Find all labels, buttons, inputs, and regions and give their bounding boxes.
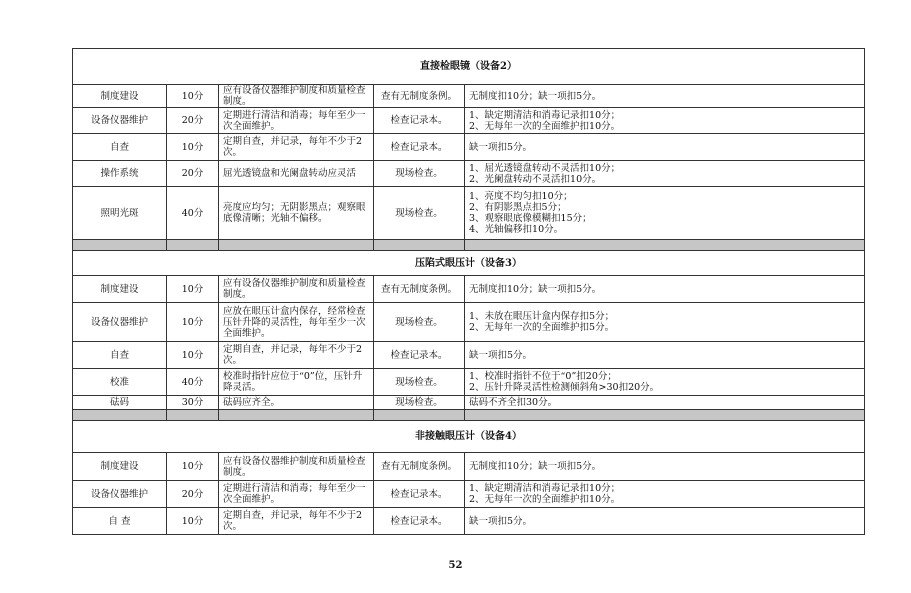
requirement-cell: 应有设备仪器维护制度和质量检查制度。	[219, 276, 374, 303]
deduction-line: 1、缺定期清洁和消毒记录扣10分；	[469, 109, 621, 121]
score-cell: 10分	[167, 85, 219, 108]
table-row	[73, 396, 865, 410]
score-cell: 10分	[167, 508, 219, 535]
deduction-line: 2、无每年一次的全面维护扣10分。	[469, 494, 621, 505]
requirement-cell: 定期进行清洁和消毒；每年至少一次全面维护。	[219, 108, 374, 134]
section-header	[73, 421, 865, 453]
deduction-line: 1、亮度不均匀扣10分；	[469, 191, 573, 202]
requirement-cell: 亮度应均匀；无阴影黑点；观察眼底像清晰；光轴不偏移。	[219, 187, 374, 240]
deduction-line: 1、屈光透镜盘转动不灵活扣10分；	[469, 162, 621, 174]
separator-row	[73, 410, 865, 421]
section-header	[73, 251, 865, 276]
deduction-line: 1、缺定期清洁和消毒记录扣10分；	[469, 483, 621, 494]
deduction-line: 砝码不齐全扣30分。	[469, 397, 558, 408]
method-cell: 现场检查。	[374, 161, 465, 187]
requirement-cell: 应放在眼压计盒内保存，经常检查压针升降的灵活性，每年至少一次全面维护。	[219, 303, 374, 342]
item-cell: 制度建设	[73, 453, 167, 481]
method-cell: 查有无制度条例。	[374, 85, 465, 108]
section-title: 直接检眼镜（设备2）	[73, 49, 865, 85]
score-cell: 40分	[167, 187, 219, 240]
table-row	[73, 508, 865, 535]
method-cell: 检查记录本。	[374, 481, 465, 508]
item-cell: 设备仪器维护	[73, 303, 167, 342]
requirement-cell: 砝码应齐全。	[219, 396, 374, 410]
method-cell: 查有无制度条例。	[374, 453, 465, 481]
table-row	[73, 481, 865, 508]
section-header	[73, 49, 865, 85]
item-cell: 照明光斑	[73, 187, 167, 240]
table-row	[73, 108, 865, 134]
item-cell: 设备仪器维护	[73, 481, 167, 508]
requirement-cell: 应有设备仪器维护制度和质量检查制度。	[219, 85, 374, 108]
score-cell: 20分	[167, 481, 219, 508]
deduction-cell	[465, 134, 865, 161]
deduction-line: 3、观察眼底像模糊扣15分；	[469, 213, 592, 224]
table-row	[73, 303, 865, 342]
score-cell: 30分	[167, 396, 219, 410]
deduction-cell	[465, 481, 865, 508]
method-cell: 现场检查。	[374, 187, 465, 240]
deduction-line: 4、光轴偏移扣10分。	[469, 224, 564, 235]
method-cell: 现场检查。	[374, 369, 465, 396]
score-cell: 10分	[167, 453, 219, 481]
deduction-line: 2、光阑盘转动不灵活扣10分。	[469, 173, 602, 185]
item-cell: 自查	[73, 342, 167, 369]
item-cell: 设备仪器维护	[73, 108, 167, 134]
item-cell: 自查	[73, 134, 167, 161]
method-cell: 现场检查。	[374, 303, 465, 342]
deduction-line: 1、未放在眼压计盒内保存扣5分；	[469, 311, 615, 322]
deduction-cell	[465, 453, 865, 481]
deduction-line: 缺一项扣5分。	[469, 515, 533, 527]
requirement-cell: 定期自查，并记录，每年不少于2次。	[219, 508, 374, 535]
deduction-cell	[465, 342, 865, 369]
requirement-cell: 校准时指针应位于“0”位，压针升降灵活。	[219, 369, 374, 396]
item-cell: 操作系统	[73, 161, 167, 187]
method-cell: 现场检查。	[374, 396, 465, 410]
deduction-cell	[465, 396, 865, 410]
separator-row	[73, 240, 865, 251]
deduction-line: 1、校准时指针不位于“0”扣20分；	[469, 371, 617, 382]
table-row	[73, 453, 865, 481]
method-cell: 检查记录本。	[374, 108, 465, 134]
table-row	[73, 161, 865, 187]
deduction-line: 2、压针升降灵活性检测倾斜角>30扣20分。	[469, 382, 660, 393]
table-row	[73, 369, 865, 396]
score-cell: 10分	[167, 342, 219, 369]
item-cell: 砝码	[73, 396, 167, 410]
deduction-line: 缺一项扣5分。	[469, 141, 533, 153]
deduction-cell	[465, 108, 865, 134]
page-number: 52	[448, 560, 463, 571]
method-cell: 检查记录本。	[374, 342, 465, 369]
score-cell: 20分	[167, 108, 219, 134]
item-cell: 自 查	[73, 508, 167, 535]
method-cell: 检查记录本。	[374, 508, 465, 535]
deduction-line: 2、无每年一次的全面维护扣10分。	[469, 120, 621, 132]
item-cell: 校准	[73, 369, 167, 396]
deduction-line: 缺一项扣5分。	[469, 349, 533, 361]
table-row	[73, 187, 865, 240]
score-cell: 10分	[167, 276, 219, 303]
deduction-line: 无制度扣10分；缺一项扣5分。	[469, 461, 602, 472]
deduction-cell	[465, 508, 865, 535]
deduction-line: 无制度扣10分；缺一项扣5分。	[469, 283, 602, 295]
requirement-cell: 定期进行清洁和消毒；每年至少一次全面维护。	[219, 481, 374, 508]
deduction-line: 无制度扣10分；缺一项扣5分。	[469, 90, 602, 102]
method-cell: 查有无制度条例。	[374, 276, 465, 303]
item-cell: 制度建设	[73, 85, 167, 108]
score-cell: 20分	[167, 161, 219, 187]
deduction-cell	[465, 276, 865, 303]
deduction-cell	[465, 303, 865, 342]
score-cell: 10分	[167, 303, 219, 342]
deduction-cell	[465, 161, 865, 187]
requirement-cell: 定期自查，并记录，每年不少于2次。	[219, 134, 374, 161]
method-cell: 检查记录本。	[374, 134, 465, 161]
table-row	[73, 85, 865, 108]
score-cell: 40分	[167, 369, 219, 396]
table-row	[73, 276, 865, 303]
item-cell: 制度建设	[73, 276, 167, 303]
table-row	[73, 134, 865, 161]
section-title: 压陷式眼压计（设备3）	[73, 251, 865, 276]
deduction-cell	[465, 85, 865, 108]
requirement-cell: 定期自查，并记录，每年不少于2次。	[219, 342, 374, 369]
requirement-cell: 屈光透镜盘和光阑盘转动应灵活	[219, 161, 374, 187]
deduction-cell	[465, 187, 865, 240]
table-row	[73, 342, 865, 369]
score-cell: 10分	[167, 134, 219, 161]
deduction-cell	[465, 369, 865, 396]
standards-table	[72, 48, 865, 535]
requirement-cell: 应有设备仪器维护制度和质量检查制度。	[219, 453, 374, 481]
section-title: 非接触眼压计（设备4）	[73, 421, 865, 453]
deduction-line: 2、有阴影黑点扣5分；	[469, 202, 567, 213]
deduction-line: 2、无每年一次的全面维护扣5分。	[469, 322, 615, 333]
